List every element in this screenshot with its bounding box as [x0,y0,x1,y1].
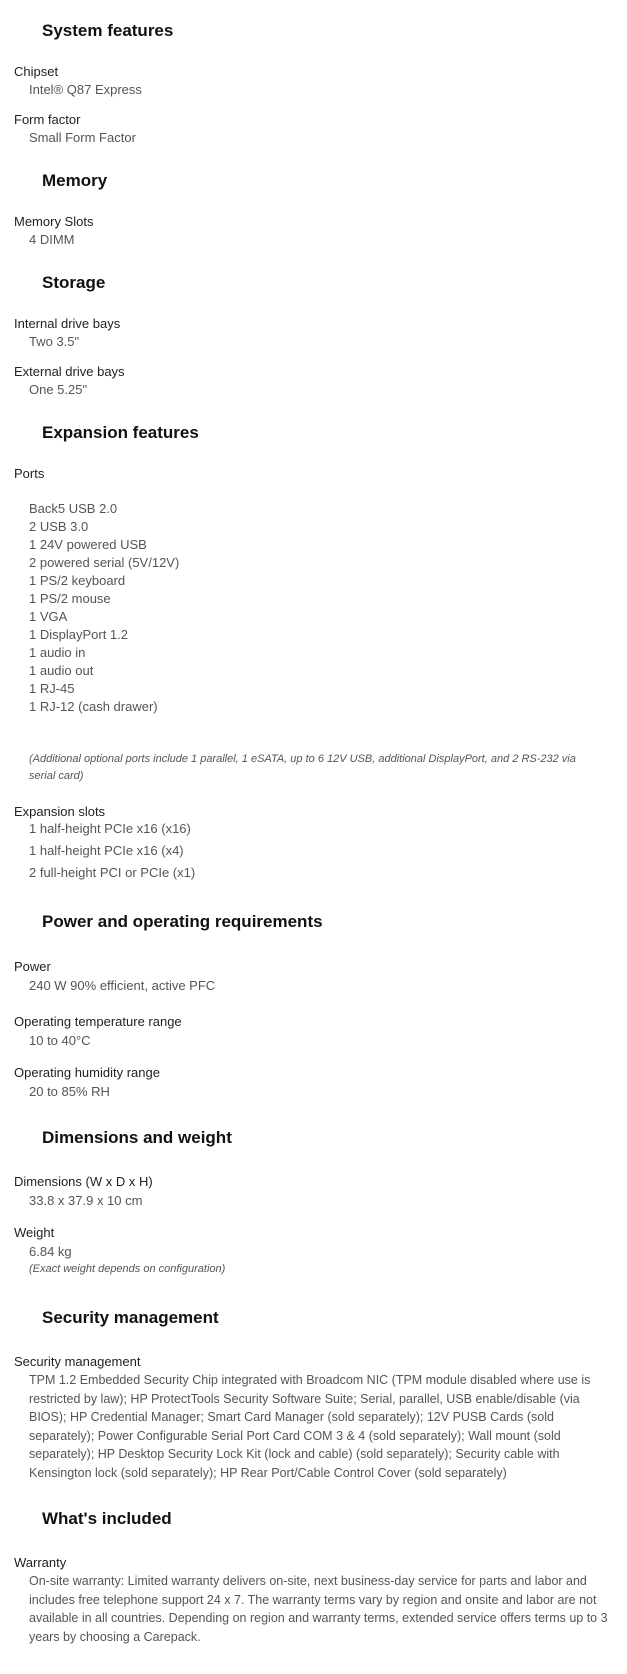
section-title-expansion-features: Expansion features [42,423,199,442]
ports-label: Ports [14,466,45,481]
section-title-power: Power and operating requirements [42,912,323,931]
expansion-slot-item: 2 full-height PCI or PCIe (x1) [29,865,196,880]
port-item: 1 PS/2 keyboard [29,573,126,588]
security-management-value: TPM 1.2 Embedded Security Chip integrated with Broadcom NIC (TPM module disabled where use is restricted by law); HP ProtectTools Security Software Suite; Serial, parallel, USB enable/disable (via BIOS); HP Credential Manager; Smart Card Manager (sold separately); 12V PUSB Cards (sold separately); Power Configurable Serial Port Card COM 3 & 4 (sold separately); Wall mount (sold separately); HP Desktop Security Lock Kit (lock and cable) (sold separately); Security cable with Kensington lock (sold separately); HP Rear Port/Cable Control Cover (sold separately) [29,1373,591,1480]
form-factor-value: Small Form Factor [29,130,136,145]
memory-slots-label: Memory Slots [14,214,94,229]
ports-list [29,500,179,716]
section-title-system-features: System features [42,21,174,40]
port-item: 1 PS/2 mouse [29,591,111,606]
weight-label: Weight [14,1225,55,1240]
chipset-label: Chipset [14,64,59,79]
warranty-value: On-site warranty: Limited warranty delivers on-site, next business-day service for parts and labor and includes free telephone support 24 x 7. The warranty terms vary by region and onsite and labor are not available in all countries. Depending on region and warranty terms, extended service offers terms up to 3 years by choosing a Carepack. [29,1574,608,1644]
external-drive-bays-label: External drive bays [14,364,125,379]
operating-temperature-value: 10 to 40°C [29,1033,91,1048]
port-item: Back5 USB 2.0 [29,501,118,516]
expansion-slots-label: Expansion slots [14,804,106,819]
port-item: 1 RJ-45 [29,681,75,696]
security-management-label: Security management [14,1354,141,1369]
weight-note: (Exact weight depends on configuration) [29,1263,226,1275]
operating-humidity-value: 20 to 85% RH [29,1084,110,1099]
section-title-storage: Storage [42,273,106,292]
expansion-slot-item: 1 half-height PCIe x16 (x16) [29,821,191,836]
expansion-slot-item: 1 half-height PCIe x16 (x4) [29,843,184,858]
form-factor-label: Form factor [14,112,81,127]
chipset-value: Intel® Q87 Express [29,82,142,97]
power-value: 240 W 90% efficient, active PFC [29,978,216,993]
port-item: 2 powered serial (5V/12V) [29,555,180,570]
expansion-slots-list [29,818,195,884]
dimensions-label: Dimensions (W x D x H) [14,1174,153,1189]
port-item: 1 audio in [29,645,86,660]
internal-drive-bays-label: Internal drive bays [14,316,121,331]
port-item: 1 DisplayPort 1.2 [29,627,128,642]
operating-temperature-label: Operating temperature range [14,1014,182,1029]
section-title-whats-included: What's included [42,1509,172,1528]
internal-drive-bays-value: Two 3.5" [29,334,80,349]
power-label: Power [14,959,51,974]
warranty-label: Warranty [14,1555,67,1570]
port-item: 1 24V powered USB [29,537,147,552]
port-item: 1 VGA [29,609,68,624]
section-title-dimensions: Dimensions and weight [42,1128,232,1147]
port-item: 1 RJ-12 (cash drawer) [29,699,158,714]
memory-slots-value: 4 DIMM [29,232,75,247]
port-item: 1 audio out [29,663,94,678]
external-drive-bays-value: One 5.25" [29,382,88,397]
section-title-security: Security management [42,1308,219,1327]
operating-humidity-label: Operating humidity range [14,1065,160,1080]
section-title-memory: Memory [42,171,108,190]
dimensions-value: 33.8 x 37.9 x 10 cm [29,1193,143,1208]
weight-value: 6.84 kg [29,1244,72,1259]
port-item: 2 USB 3.0 [29,519,89,534]
ports-note: (Additional optional ports include 1 parallel, 1 eSATA, up to 6 12V USB, additional DisplayPort, and 2 RS-232 via serial card) [29,753,576,782]
